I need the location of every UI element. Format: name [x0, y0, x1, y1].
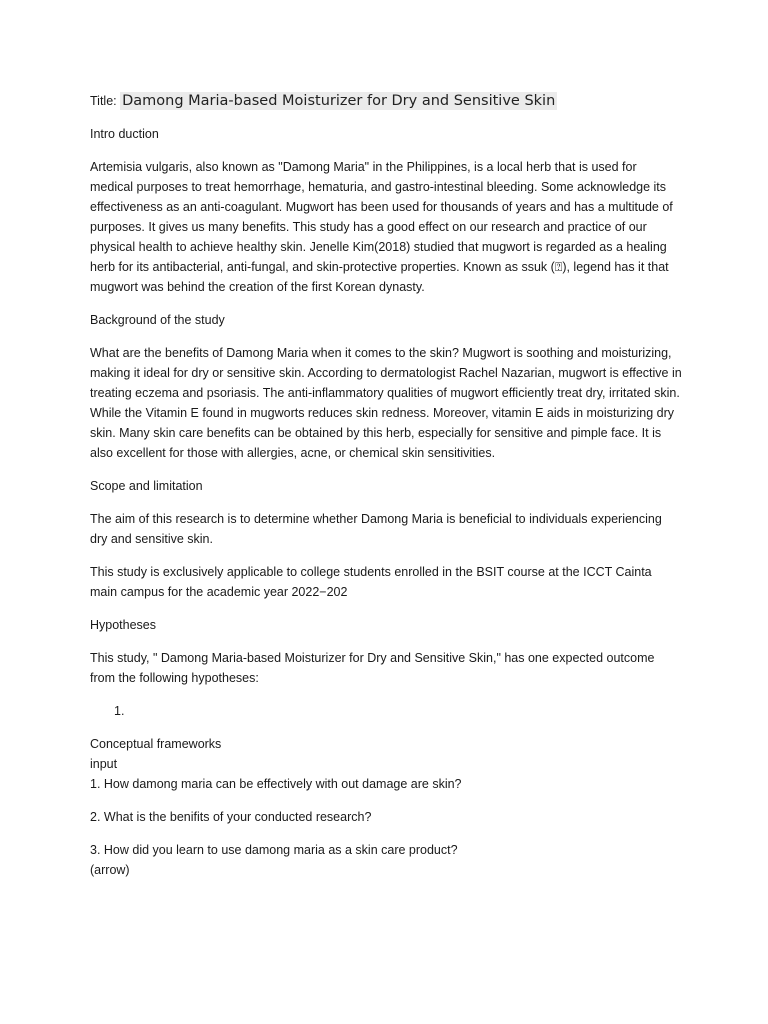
background-heading: Background of the study: [90, 313, 225, 327]
title-label: Title:: [90, 94, 117, 108]
scope-heading: Scope and limitation: [90, 479, 203, 493]
intro-paragraph: Artemisia vulgaris, also known as "Damong Maria" in the Philippines, is a local herb that is used for medical purposes to treat hemorrhage, hematuria, and gastro-intestinal bleeding. Some acknowledge its effectiveness as an anti-coagulant. Mugwort has been used for thousands of years and has a multitude of purposes. It gives us many benefits. This study has a good effect on our research and practice of our physical health to achieve healthy skin. Jenelle Kim(2018) studied that mugwort is regarded as a healing herb for its antibacterial, anti-fungal, and skin-protective properties. Known as ssuk (⍰), legend has it that mugwort was behind the creation of the first Korean dynasty.: [90, 160, 673, 294]
conceptual-heading: Conceptual frameworks: [90, 737, 222, 751]
document-title: Damong Maria-based Moisturizer for Dry and Sensitive Skin: [122, 93, 556, 109]
document-page: [90, 88, 682, 880]
background-paragraph: What are the benefits of Damong Maria when it comes to the skin? Mugwort is soothing and moisturizing, making it ideal for dry or sensitive skin. According to dermatologist Rachel Nazarian, mugwort is effective in treating eczema and psoriasis. The anti-inflammatory qualities of mugwort efficiently treat dry, irritated skin. While the Vitamin E found in mugworts reduces skin redness. Moreover, vitamin E aids in moisturizing dry skin. Many skin care benefits can be obtained by this herb, especially for sensitive and pimple face. It is also excellent for those with allergies, acne, or chemical skin sensitivities.: [90, 346, 682, 460]
scope-paragraph-2: This study is exclusively applicable to college students enrolled in the BSIT course at the ICCT Cainta main campus for the academic year 2022−202: [90, 565, 652, 599]
hypotheses-list: [90, 701, 682, 721]
conceptual-input-label: input: [90, 757, 118, 771]
arrow-note: (arrow): [90, 863, 130, 877]
question-2: 2. What is the benifits of your conducted research?: [90, 810, 372, 824]
scope-paragraph-1: The aim of this research is to determine whether Damong Maria is beneficial to individuals experiencing dry and sensitive skin.: [90, 512, 662, 546]
conceptual-framework-block: [90, 734, 682, 794]
question-1: 1. How damong maria can be effectively with out damage are skin?: [90, 777, 462, 791]
hypotheses-paragraph: This study, " Damong Maria-based Moisturizer for Dry and Sensitive Skin," has one expected outcome from the following hypotheses:: [90, 651, 655, 685]
hypotheses-heading: Hypotheses: [90, 618, 157, 632]
hypotheses-list-number: 1.: [114, 704, 125, 718]
title-line: [90, 88, 682, 114]
question-3: 3. How did you learn to use damong maria as a skin care product?: [90, 843, 458, 857]
intro-heading: Intro duction: [90, 127, 159, 141]
